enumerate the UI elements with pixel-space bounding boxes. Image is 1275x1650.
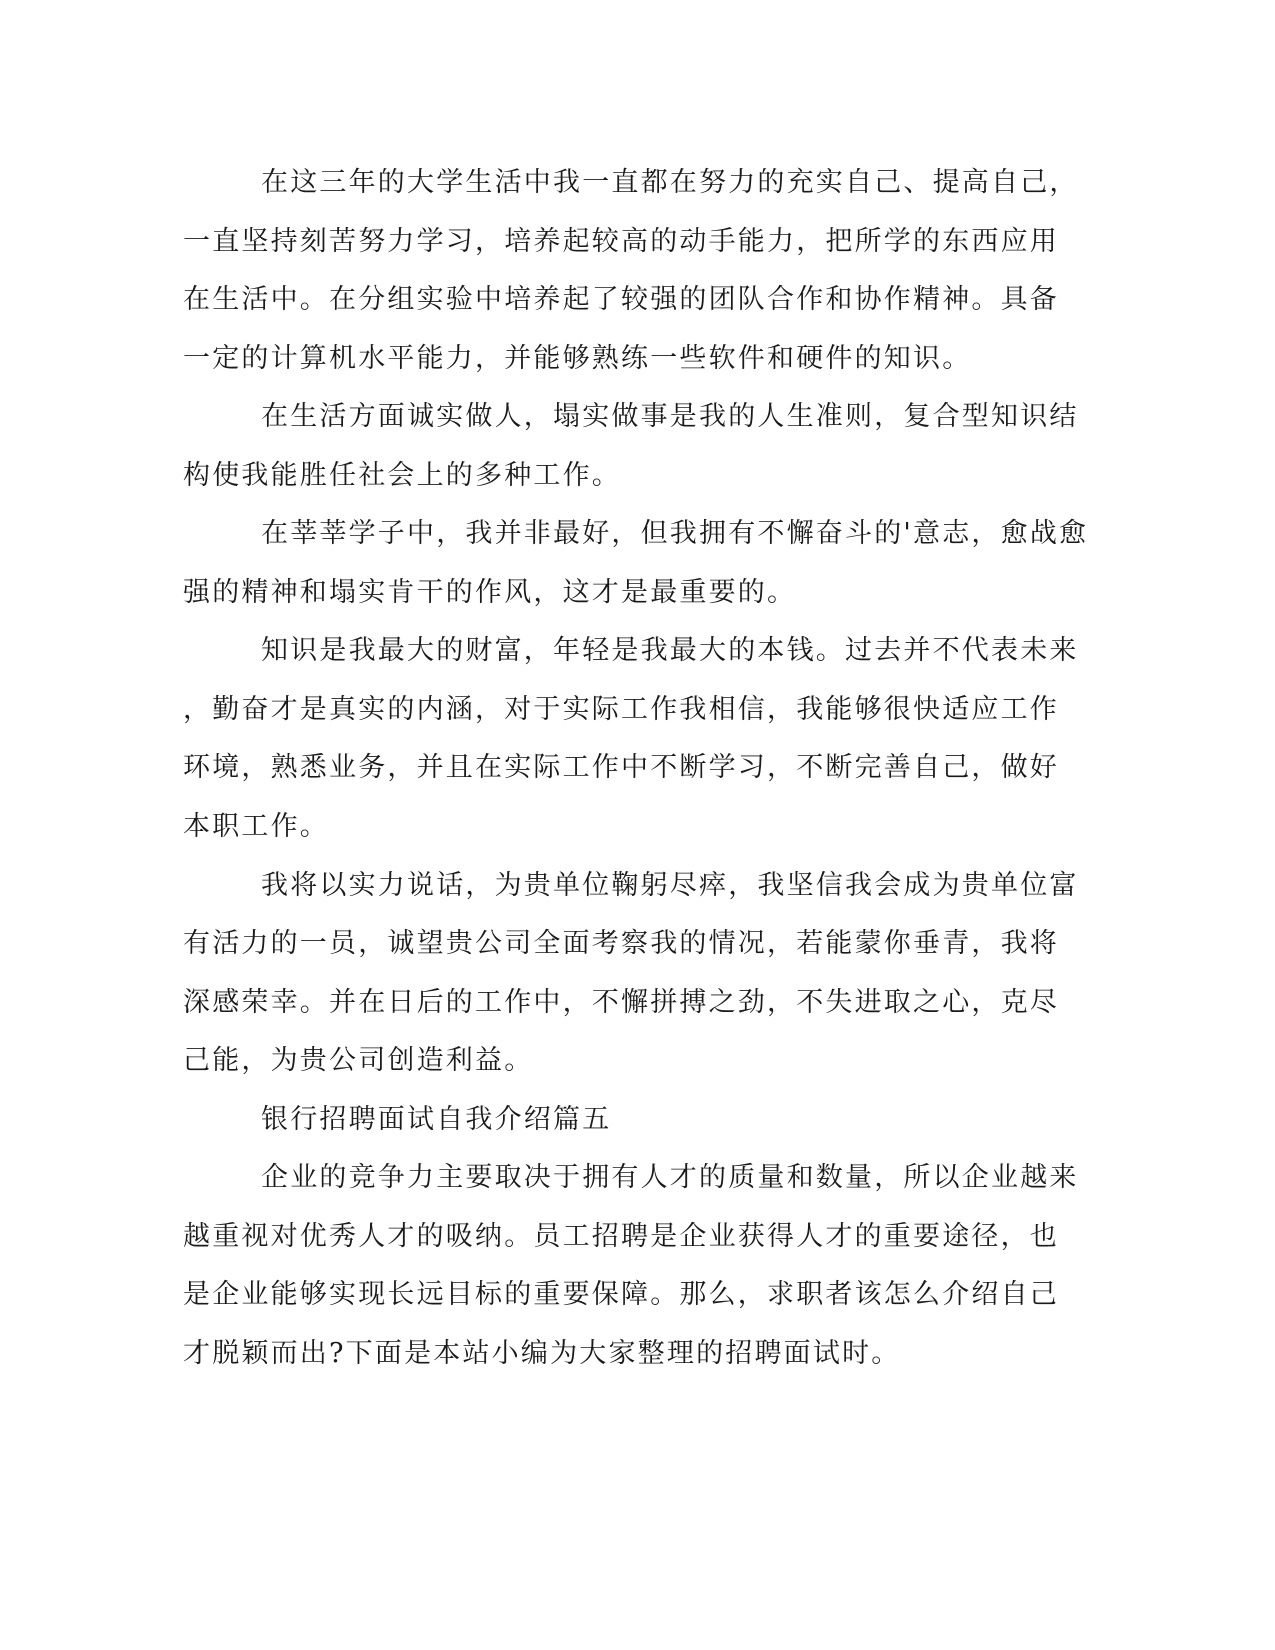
text-line: 在生活中。在分组实验中培养起了较强的团队合作和协作精神。具备 (183, 284, 1059, 315)
text-line: 在生活方面诚实做人，塌实做事是我的人生准则，复合型知识结 (261, 401, 1079, 432)
text-line: 是企业能够实现长远目标的重要保障。那么，求职者该怎么介绍自己 (183, 1279, 1059, 1310)
text-line: 知识是我最大的财富，年轻是我最大的本钱。过去并不代表未来 (261, 635, 1079, 666)
section-heading: 银行招聘面试自我介绍篇五 (261, 1104, 612, 1135)
text-line: 构使我能胜任社会上的多种工作。 (183, 460, 621, 491)
text-line: 一定的计算机水平能力，并能够熟练一些软件和硬件的知识。 (183, 343, 972, 374)
text-line: 深感荣幸。并在日后的工作中，不懈拼搏之劲，不失进取之心，克尽 (183, 987, 1059, 1018)
text-line: 一直坚持刻苦努力学习，培养起较高的动手能力，把所学的东西应用 (183, 226, 1059, 257)
text-line: ，勤奋才是真实的内涵，对于实际工作我相信，我能够很快适应工作 (183, 694, 1059, 725)
text-line: 越重视对优秀人才的吸纳。员工招聘是企业获得人才的重要途径，也 (183, 1221, 1059, 1252)
text-line: 在莘莘学子中，我并非最好，但我拥有不懈奋斗的'意志，愈战愈 (261, 518, 1089, 549)
text-line: 企业的竞争力主要取决于拥有人才的质量和数量，所以企业越来 (261, 1162, 1079, 1193)
text-line: 强的精神和塌实肯干的作风，这才是最重要的。 (183, 577, 797, 608)
text-line: 在这三年的大学生活中我一直都在努力的充实自己、提高自己， (261, 167, 1079, 198)
text-line: 才脱颖而出?下面是本站小编为大家整理的招聘面试时。 (183, 1338, 901, 1369)
text-line: 环境，熟悉业务，并且在实际工作中不断学习，不断完善自己，做好 (183, 752, 1059, 783)
text-line: 本职工作。 (183, 811, 329, 842)
text-line: 有活力的一员，诚望贵公司全面考察我的情况，若能蒙你垂青，我将 (183, 928, 1059, 959)
text-line: 我将以实力说话，为贵单位鞠躬尽瘁，我坚信我会成为贵单位富 (261, 870, 1079, 901)
text-line: 己能，为贵公司创造利益。 (183, 1045, 534, 1076)
